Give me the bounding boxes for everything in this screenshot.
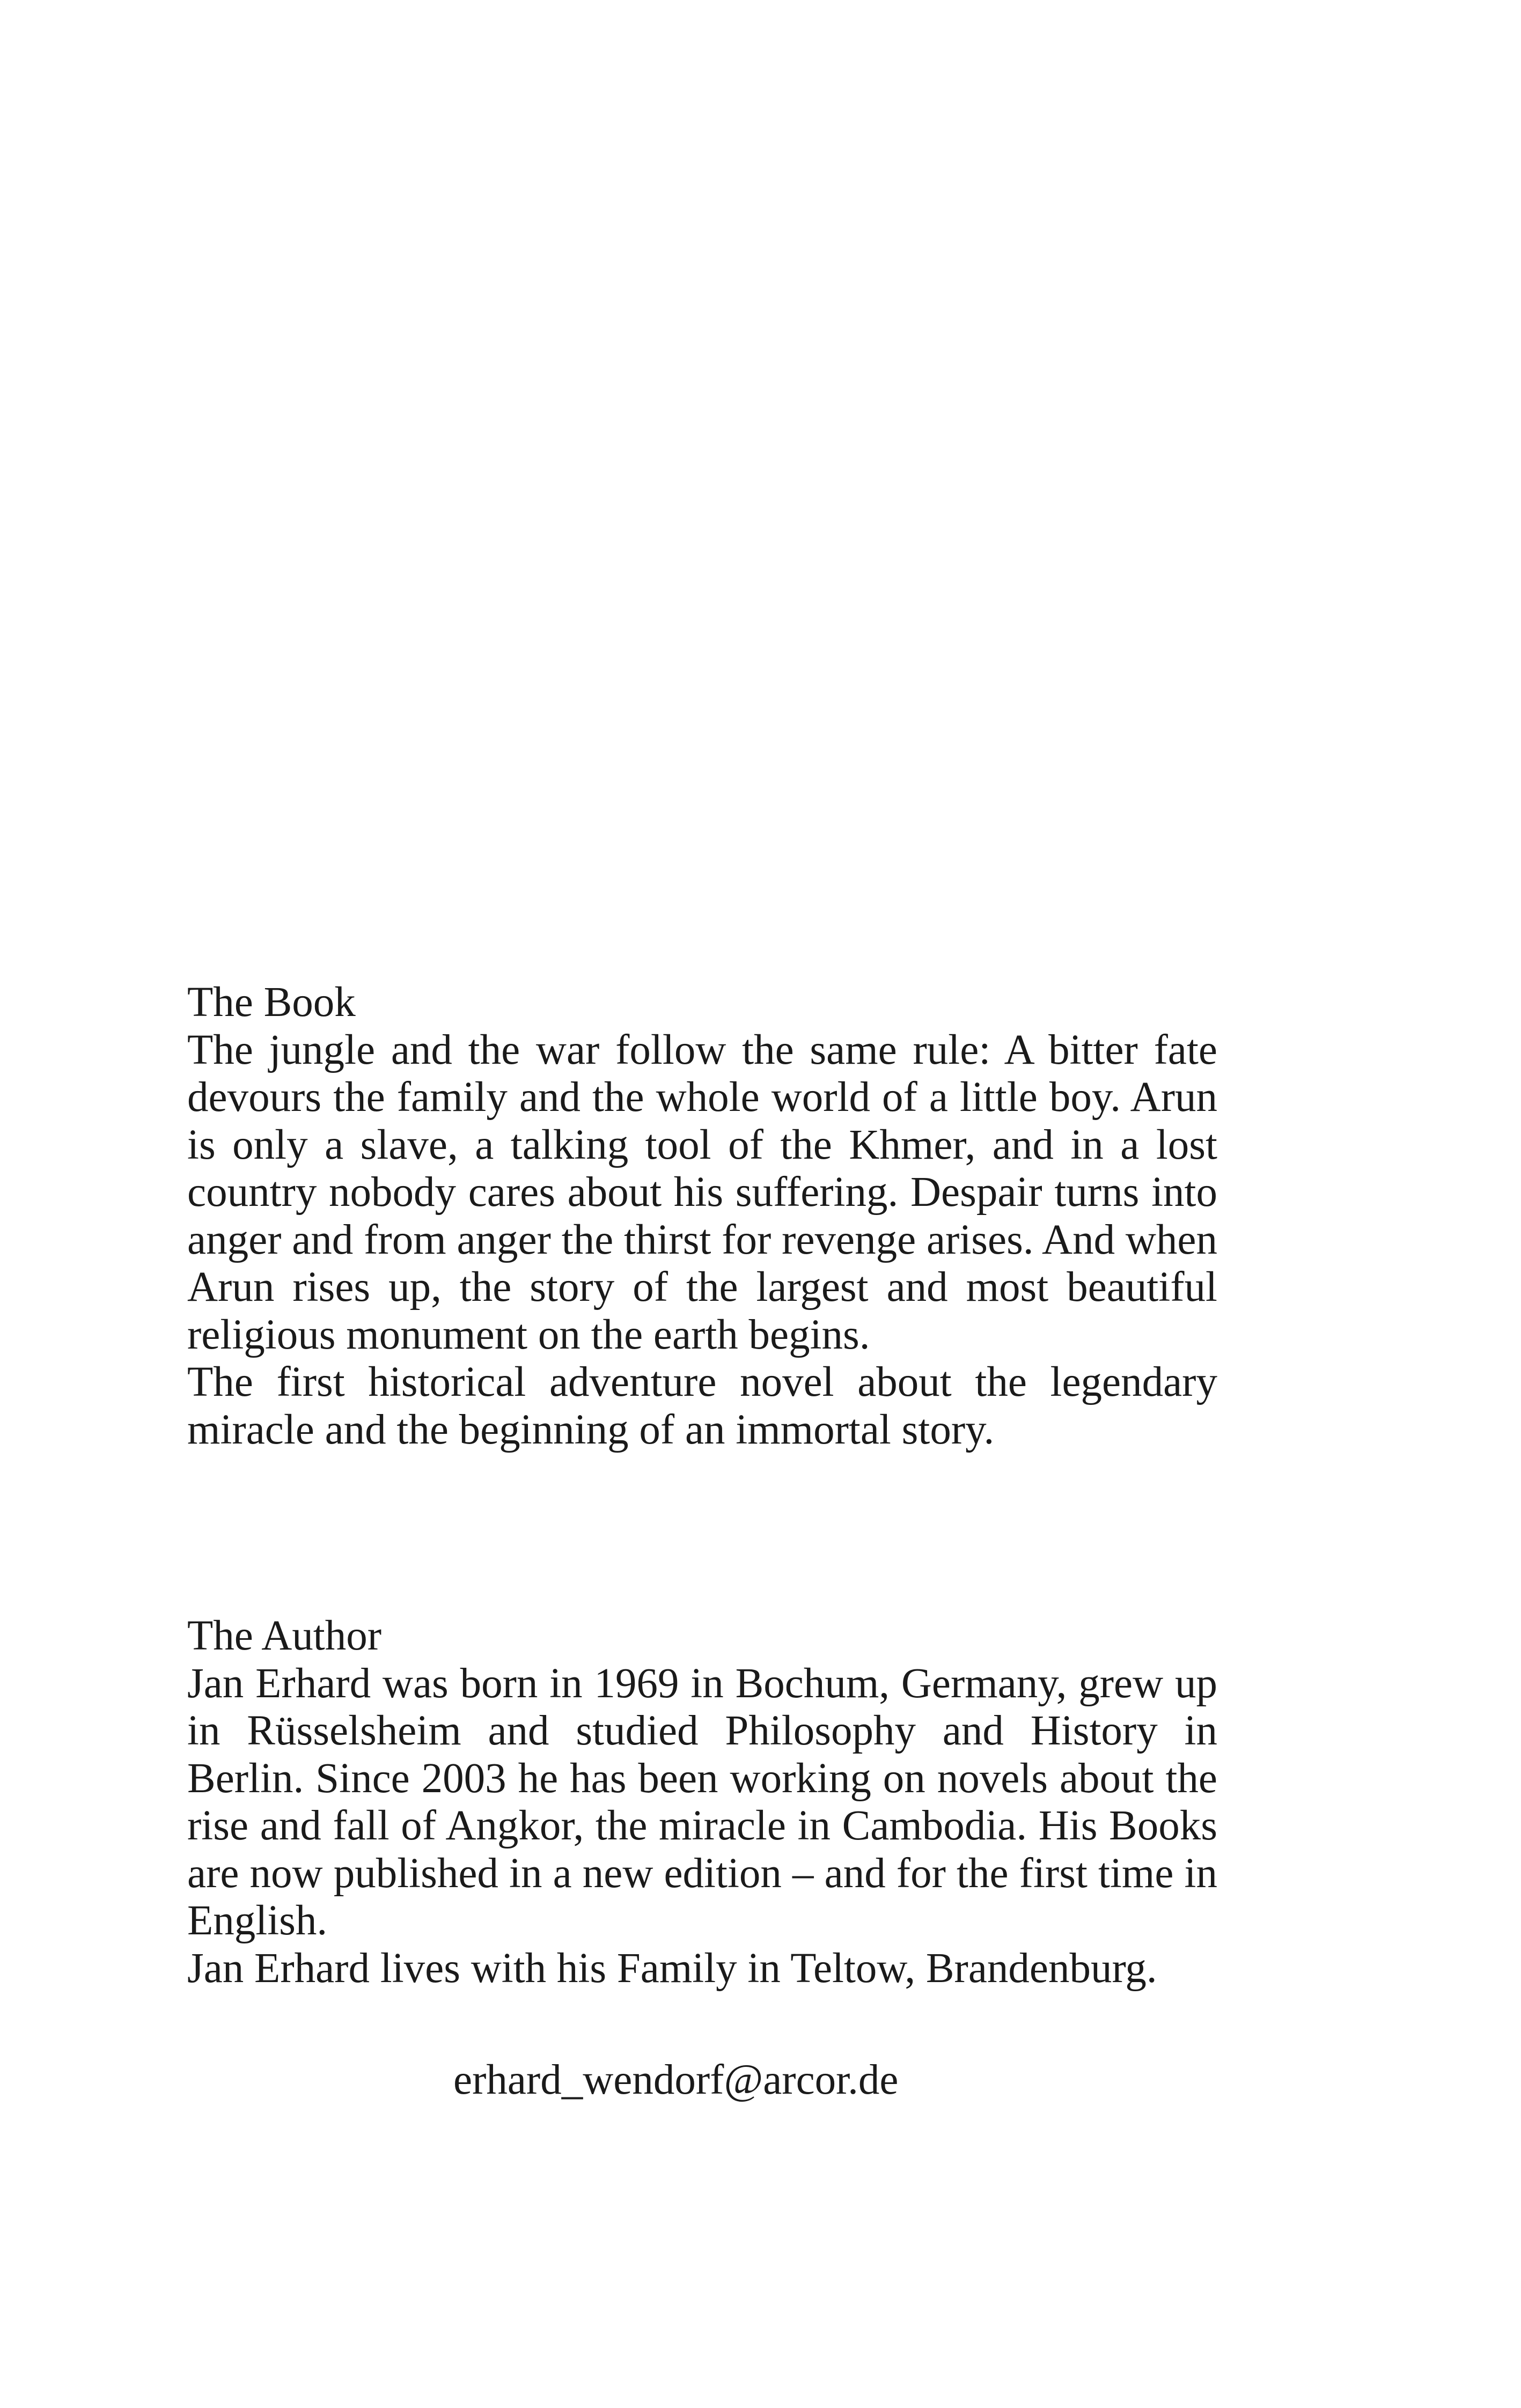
author-email: erhard_wendorf@arcor.de: [453, 2057, 899, 2103]
author-section: [187, 1612, 1217, 1992]
author-biography: Jan Erhard was born in 1969 in Bochum, Germany, grew up in Rüsselsheim and studied Philosophy and History in Berlin. Since 2003 he has been working on novels about the rise and fall of Angkor, the miracle in Cambodia. His Books are now published in a new edition – and for the first time in English.: [187, 1660, 1217, 1944]
book-description: The jungle and the war follow the same rule: A bitter fate devours the family and the whole world of a little boy. Arun is only a slave, a talking tool of the Khmer, and in a lost country nobody cares about his suffering. Despair turns into anger and from anger the thirst for revenge arises. And when Arun rises up, the story of the largest and most beautiful religious monument on the earth begins.: [187, 1026, 1217, 1358]
author-heading: The Author: [187, 1612, 382, 1659]
book-summary: The first historical adventure novel about the legendary miracle and the beginning of an immortal story.: [187, 1359, 1217, 1453]
book-heading: The Book: [187, 979, 356, 1026]
author-residence: Jan Erhard lives with his Family in Teltow, Brandenburg.: [187, 1945, 1157, 1992]
book-section: [187, 979, 1217, 1454]
